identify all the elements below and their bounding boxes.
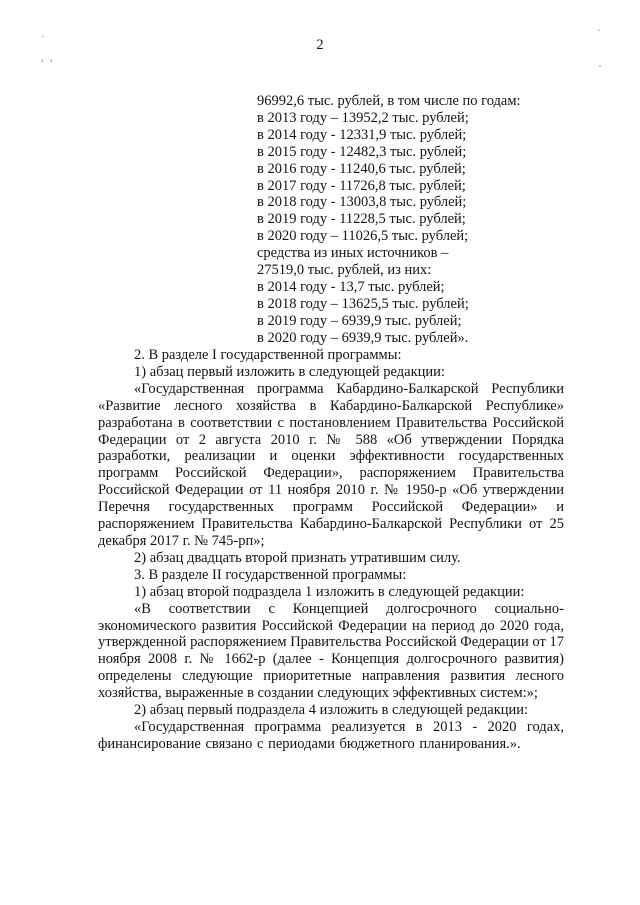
other-sources-year-line: в 2019 году – 6939,9 тыс. рублей;: [257, 312, 462, 329]
budget-year-line: в 2016 году - 11240,6 тыс. рублей;: [257, 160, 466, 177]
quoted-paragraph: «В соответствии с Концепцией долгосрочного социально-экономического развития Российской Федерации на период до 2020 года, утвержденной распоряжением Правительства Российской Федерации от 17 ноября 2008 г. № 1662-р (далее - Концепция долгосрочного развития) определены следующие приоритетные направления развития лесного хозяйства, выраженные в создании следующих эффективных систем:»;: [98, 600, 564, 702]
other-sources-year-line: в 2020 году – 6939,9 тыс. рублей».: [257, 329, 469, 346]
budget-year-line: в 2014 году - 12331,9 тыс. рублей;: [257, 126, 467, 143]
section-heading: 2. В разделе I государственной программы:: [134, 347, 402, 363]
amendment-instruction: 2) абзац двадцать второй признать утратившим силу.: [134, 549, 461, 566]
scan-speck: ·: [41, 29, 45, 43]
other-sources-year-line: в 2018 году – 13625,5 тыс. рублей;: [257, 295, 469, 312]
section-heading: 3. В разделе II государственной программы:: [134, 566, 407, 583]
quoted-paragraph: «Государственная программа Кабардино-Балкарской Республики «Развитие лесного хозяйства в Кабардино-Балкарской Республике» разработана в соответствии с постановлением Правительства Российской Федерации от 2 августа 2010 г. № 588 «Об утверждении Порядка разработки, реализации и оценки эффективности государственных программ Российской Федерации», распоряжением Правительства Российской Федерации от 11 ноября 2010 г. № 1950-р «Об утверждении Перечня государственных программ Российской Федерации» и распоряжением Правительства Кабардино-Балкарской Республики от 25 декабря 2017 г. № 745-рп»;: [98, 380, 564, 549]
budget-total-line: 96992,6 тыс. рублей, в том числе по годам:: [257, 93, 521, 109]
scan-speck: ' ': [41, 56, 55, 70]
other-sources-total-line: 27519,0 тыс. рублей, из них:: [257, 262, 432, 279]
budget-year-line: в 2015 году - 12482,3 тыс. рублей;: [257, 143, 467, 160]
scan-speck: ·: [597, 23, 601, 37]
document-body: [98, 347, 564, 753]
amendment-instruction: 1) абзац первый изложить в следующей редакции:: [134, 363, 445, 380]
budget-breakdown: [257, 93, 521, 347]
scan-speck: ·: [598, 59, 602, 73]
quoted-paragraph: «Государственная программа реализуется в 2013 - 2020 годах, финансирование связано с периодами бюджетного планирования.».: [98, 718, 564, 752]
budget-year-line: в 2013 году – 13952,2 тыс. рублей;: [257, 109, 469, 126]
budget-year-line: в 2017 году - 11726,8 тыс. рублей;: [257, 177, 466, 194]
budget-year-line: в 2019 году - 11228,5 тыс. рублей;: [257, 211, 466, 228]
budget-year-line: в 2018 году - 13003,8 тыс. рублей;: [257, 194, 467, 211]
amendment-instruction: 1) абзац второй подраздела 1 изложить в следующей редакции:: [134, 583, 525, 600]
budget-year-line: в 2020 году – 11026,5 тыс. рублей;: [257, 228, 469, 245]
other-sources-line: средства из иных источников –: [257, 245, 449, 262]
other-sources-year-line: в 2014 году - 13,7 тыс. рублей;: [257, 278, 445, 295]
page-number: 2: [316, 37, 324, 53]
amendment-instruction: 2) абзац первый подраздела 4 изложить в следующей редакции:: [134, 702, 529, 719]
